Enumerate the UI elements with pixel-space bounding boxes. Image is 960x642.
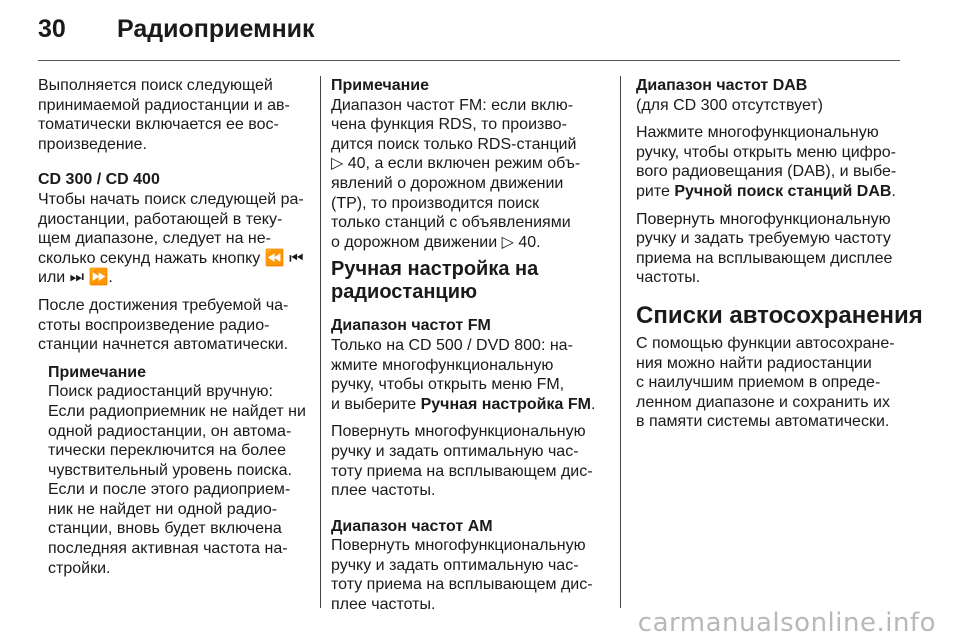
fm-tune-paragraph xyxy=(331,422,613,500)
text-line: диостанции, работающей в теку- xyxy=(38,210,283,228)
text-line: Ручная настройка на xyxy=(331,258,539,281)
text-line: о дорожном движении ▷ 40. xyxy=(331,233,541,251)
dab-availability: (для CD 300 отсутствует) xyxy=(636,96,823,114)
auto-play-paragraph xyxy=(38,296,310,355)
text-line: дится поиск только RDS-станций xyxy=(331,135,577,153)
text-line: жмите многофункциональную xyxy=(331,356,554,374)
text-line: ния можно найти радиостанции xyxy=(636,354,872,372)
text-line: Выполняется поиск следующей xyxy=(38,77,273,94)
column-3 xyxy=(636,76,923,440)
text-line: Повернуть многофункциональную xyxy=(636,210,891,228)
text-line: тоту приема на всплывающем дис- xyxy=(331,462,593,480)
text-line: щем диапазоне, следует на не- xyxy=(38,230,271,248)
section-heading-autostore: Списки автосохранения xyxy=(636,301,923,329)
text-line: принимаемой радиостанции и ав- xyxy=(38,96,290,114)
search-paragraph xyxy=(38,190,310,268)
text-line: Если и после этого радиоприем- xyxy=(48,481,291,499)
text-line: Чтобы начать поиск следующей ра- xyxy=(38,190,304,208)
fm-paragraph xyxy=(331,336,613,395)
text-line: произведение. xyxy=(38,135,147,153)
dab-tune-paragraph xyxy=(636,210,908,288)
text-line: в памяти системы автоматически. xyxy=(636,413,890,431)
text-line: Только на CD 500 / DVD 800: на- xyxy=(331,336,573,354)
text-line: С помощью функции автосохране- xyxy=(636,334,895,352)
text-line: Нажмите многофункциональную xyxy=(636,124,879,142)
dab-paragraph-last: рите Ручной поиск станций DAB. xyxy=(636,182,896,200)
note-text xyxy=(331,96,613,253)
note-block xyxy=(38,363,310,579)
column-divider xyxy=(320,76,321,608)
text-line: (TP), то производится поиск xyxy=(331,194,540,212)
text-line: ручку и задать оптимальную час- xyxy=(331,556,579,574)
text-line: Повернуть многофункциональную xyxy=(331,537,586,555)
column-1 xyxy=(38,76,310,578)
text-line: стройки. xyxy=(48,559,111,577)
text-line: явлений о дорожном движении xyxy=(331,174,564,192)
dab-paragraph xyxy=(636,123,908,182)
text-line: Повернуть многофункциональную xyxy=(331,423,586,441)
text-line: стоты воспроизведение радио- xyxy=(38,316,270,334)
subheading-cd300: CD 300 / CD 400 xyxy=(38,171,160,189)
am-paragraph xyxy=(331,536,613,614)
text-line: ручку и задать требуемую частоту xyxy=(636,230,891,248)
text-line: тоту приема на всплывающем дис- xyxy=(331,576,593,594)
text-line: Если радиоприемник не найдет ни xyxy=(48,402,306,420)
text-line: Диапазон частот FM: если вклю- xyxy=(331,96,574,114)
text-line: сколько секунд нажать кнопку ⏪ ⏮ xyxy=(38,249,304,267)
text-line: После достижения требуемой ча- xyxy=(38,296,289,314)
text-line: чувствительный уровень поиска. xyxy=(48,461,292,479)
text-line: радиостанцию xyxy=(331,281,478,304)
page-number: 30 xyxy=(38,15,66,43)
note-heading: Примечание xyxy=(48,363,147,381)
text-line: приема на всплывающем дисплее xyxy=(636,249,893,267)
subheading-dab: Диапазон частот DAB xyxy=(636,77,808,94)
fm-paragraph-last: и выберите Ручная настройка FM. xyxy=(331,395,596,413)
text-line: плее частоты. xyxy=(331,596,436,614)
text-line: ручку и задать оптимальную час- xyxy=(331,442,579,460)
text-line: вого радиовещания (DAB), и выбе- xyxy=(636,163,897,181)
note-heading: Примечание xyxy=(331,77,430,94)
page-header xyxy=(38,0,922,60)
text-line: последняя активная частота на- xyxy=(48,540,288,558)
text-line: тически переключится на более xyxy=(48,442,286,460)
subheading-am: Диапазон частот AM xyxy=(331,517,493,535)
text-line: частоты. xyxy=(636,269,701,287)
watermark: carmanualsonline.info xyxy=(637,608,936,638)
search-paragraph-last: или ⏭ ⏩. xyxy=(38,269,113,287)
text-line: ▷ 40, а если включен режим объ- xyxy=(331,155,581,173)
text-line: ручку, чтобы открыть меню цифро- xyxy=(636,143,896,161)
text-line: станции, вновь будет включена xyxy=(48,520,282,538)
subheading-fm: Диапазон частот FM xyxy=(331,317,491,335)
text-line: станции начнется автоматически. xyxy=(38,336,289,354)
note-text xyxy=(48,382,310,578)
text-line: томатически включается ее вос- xyxy=(38,116,279,134)
header-rule xyxy=(38,60,900,61)
text-line: чена функция RDS, то произво- xyxy=(331,116,567,134)
text-line: Поиск радиостанций вручную: xyxy=(48,383,273,401)
text-line: одной радиостанции, он автома- xyxy=(48,422,292,440)
page-title: Радиоприемник xyxy=(117,15,315,43)
text-line: ручку, чтобы открыть меню FM, xyxy=(331,376,565,394)
text-line: только станций с объявлениями xyxy=(331,214,571,232)
text-line: с наилучшим приемом в опреде- xyxy=(636,374,881,392)
intro-paragraph xyxy=(38,76,310,154)
text-line: ник не найдет ни одной радио- xyxy=(48,500,278,518)
text-line: ленном диапазоне и сохранить их xyxy=(636,393,890,411)
column-divider xyxy=(620,76,621,608)
autostore-paragraph xyxy=(636,334,908,432)
text-line: плее частоты. xyxy=(331,482,436,500)
section-heading-manual xyxy=(331,258,613,304)
column-2 xyxy=(331,76,613,615)
